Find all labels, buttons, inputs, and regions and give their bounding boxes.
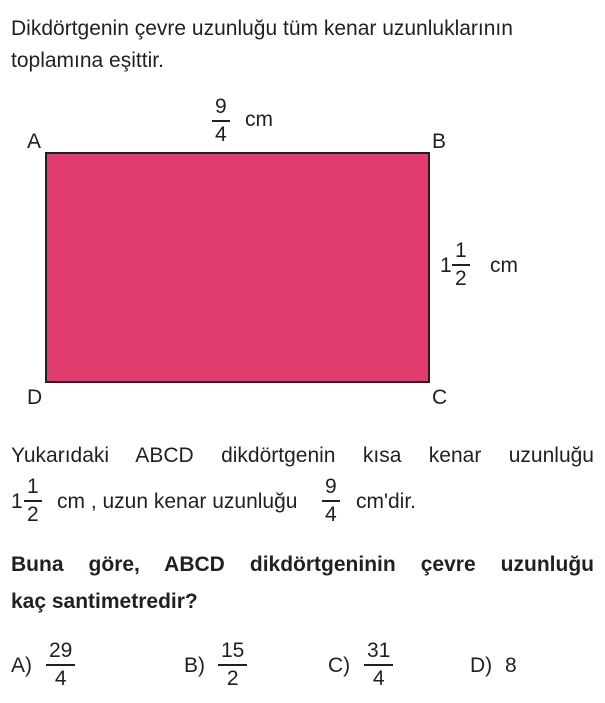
option-a-numerator: 29 — [49, 639, 73, 662]
option-d-letter: D) — [470, 654, 493, 677]
side-label-unit: cm — [490, 254, 518, 277]
top-side-numerator: 9 — [215, 95, 227, 118]
statement-line-1: Yukarıdaki ABCD dikdörtgenin kısa kenar uzunluğu — [11, 444, 594, 467]
fraction-bar — [218, 664, 247, 666]
intro-line-1: Dikdörtgenin çevre uzunluğu tüm kenar uzunluklarının — [11, 17, 513, 40]
option-a-letter: A) — [11, 654, 32, 677]
fraction-bar — [364, 664, 393, 666]
option-b-numerator: 15 — [221, 639, 245, 662]
intro-line-2: toplamına eşittir. — [11, 49, 164, 72]
fraction-bar — [452, 264, 470, 266]
vertex-b: B — [432, 130, 447, 153]
option-b-letter: B) — [184, 654, 205, 677]
statement-numerator-2: 9 — [325, 475, 337, 498]
statement-whole: 1 — [11, 490, 23, 513]
side-label-denominator: 2 — [455, 267, 467, 290]
rectangle-abcd — [45, 152, 430, 383]
fraction-bar — [212, 120, 230, 122]
statement-middle-text: cm , uzun kenar uzunluğu — [57, 490, 298, 513]
vertex-a: A — [27, 130, 42, 153]
option-c-denominator: 4 — [372, 667, 385, 690]
vertex-d: D — [27, 386, 43, 409]
statement-numerator-1: 1 — [27, 475, 39, 498]
option-b-denominator: 2 — [226, 667, 239, 690]
side-label-whole: 1 — [440, 254, 452, 277]
fraction-bar — [24, 500, 42, 502]
statement-denominator-1: 2 — [27, 503, 39, 526]
statement-fraction-long — [322, 476, 340, 526]
statement-end-text: cm'dir. — [356, 490, 417, 513]
question-line-1: Buna göre, ABCD dikdörtgeninin çevre uzunluğu — [11, 553, 594, 576]
option-b-fraction — [218, 640, 247, 690]
top-side-unit: cm — [245, 108, 273, 131]
option-c-letter: C) — [328, 654, 351, 677]
statement-denominator-2: 4 — [325, 503, 337, 526]
option-a-denominator: 4 — [54, 667, 67, 690]
question-line-2: kaç santimetredir? — [11, 590, 198, 613]
side-label-fraction — [452, 240, 470, 290]
vertex-c: C — [432, 386, 448, 409]
option-c-fraction — [364, 640, 393, 690]
statement-fraction-short — [24, 476, 42, 526]
fraction-bar — [322, 500, 340, 502]
side-label-numerator: 1 — [455, 239, 467, 262]
option-d-value: 8 — [505, 654, 517, 677]
option-a-fraction — [46, 640, 75, 690]
fraction-bar — [46, 664, 75, 666]
top-side-fraction — [212, 96, 230, 146]
option-c-numerator: 31 — [367, 639, 391, 662]
top-side-denominator: 4 — [215, 123, 227, 146]
